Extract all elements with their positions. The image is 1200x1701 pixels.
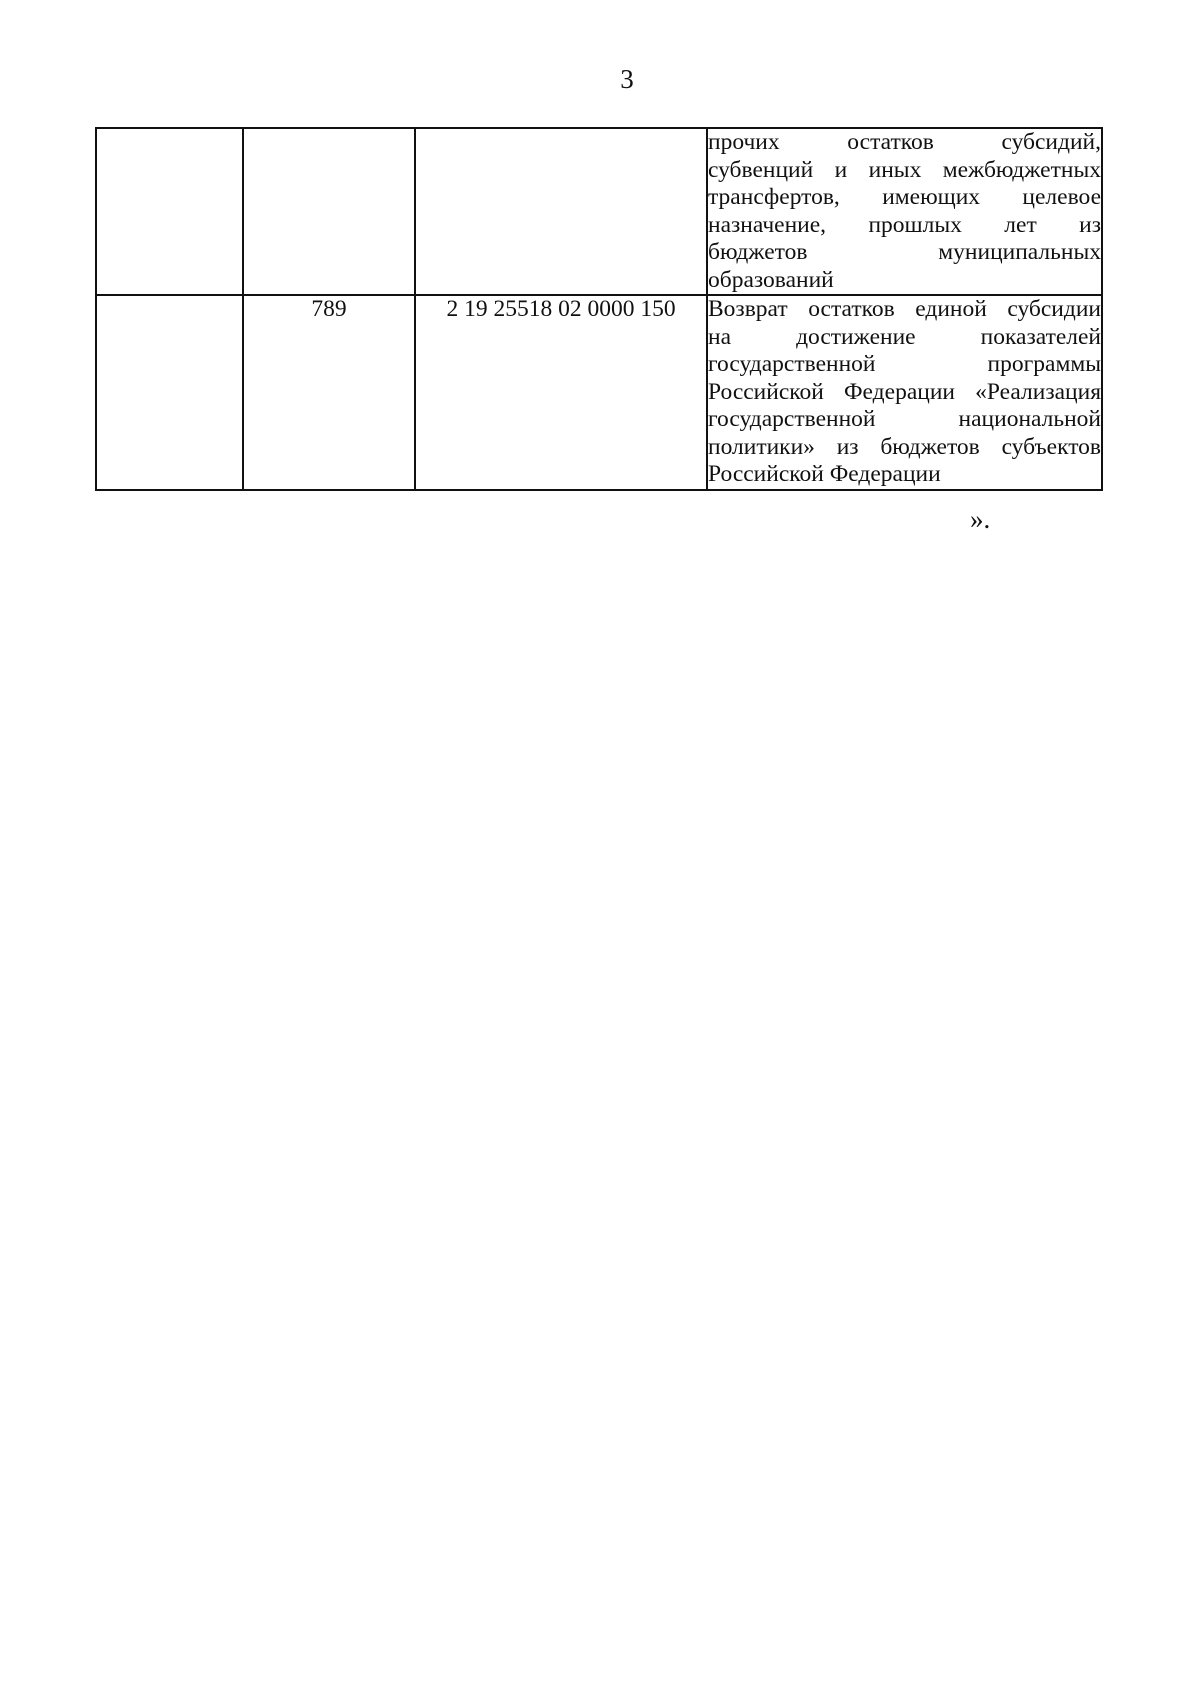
budget-codes-table bbox=[95, 127, 1103, 491]
description-line: Российской Федерации «Реализация bbox=[708, 378, 1101, 405]
table-cell-description bbox=[707, 128, 1102, 295]
table-row bbox=[96, 128, 1102, 295]
description-line: Возврат остатков единой субсидии bbox=[708, 296, 1101, 322]
table-cell-budget-code: 2 19 25518 02 0000 150 bbox=[415, 295, 707, 490]
description-line: образований bbox=[708, 266, 834, 293]
closing-quote-mark: ». bbox=[970, 504, 991, 534]
description-line: государственной программы bbox=[708, 351, 1101, 377]
description-line: на достижение показателей bbox=[708, 323, 1101, 350]
table-cell-budget-code bbox=[415, 128, 707, 295]
description-line: Российской Федерации bbox=[708, 461, 941, 487]
description-line: политики» из бюджетов субъектов bbox=[708, 433, 1101, 460]
description-line: бюджетов муниципальных bbox=[708, 239, 1101, 265]
table-cell-col1 bbox=[96, 295, 243, 490]
description-line: субвенций и иных межбюджетных bbox=[708, 156, 1101, 183]
description-line: прочих остатков субсидий, bbox=[708, 129, 1101, 155]
table-cell-admin-code: 789 bbox=[243, 295, 415, 490]
description-line: назначение, прошлых лет из bbox=[708, 211, 1101, 238]
description-line: трансфертов, имеющих целевое bbox=[708, 184, 1101, 210]
table-cell-col1 bbox=[96, 128, 243, 295]
page-number: 3 bbox=[620, 64, 634, 94]
table-cell-description bbox=[707, 295, 1102, 490]
description-line: государственной национальной bbox=[708, 406, 1101, 432]
table-row bbox=[96, 295, 1102, 490]
table-cell-admin-code bbox=[243, 128, 415, 295]
